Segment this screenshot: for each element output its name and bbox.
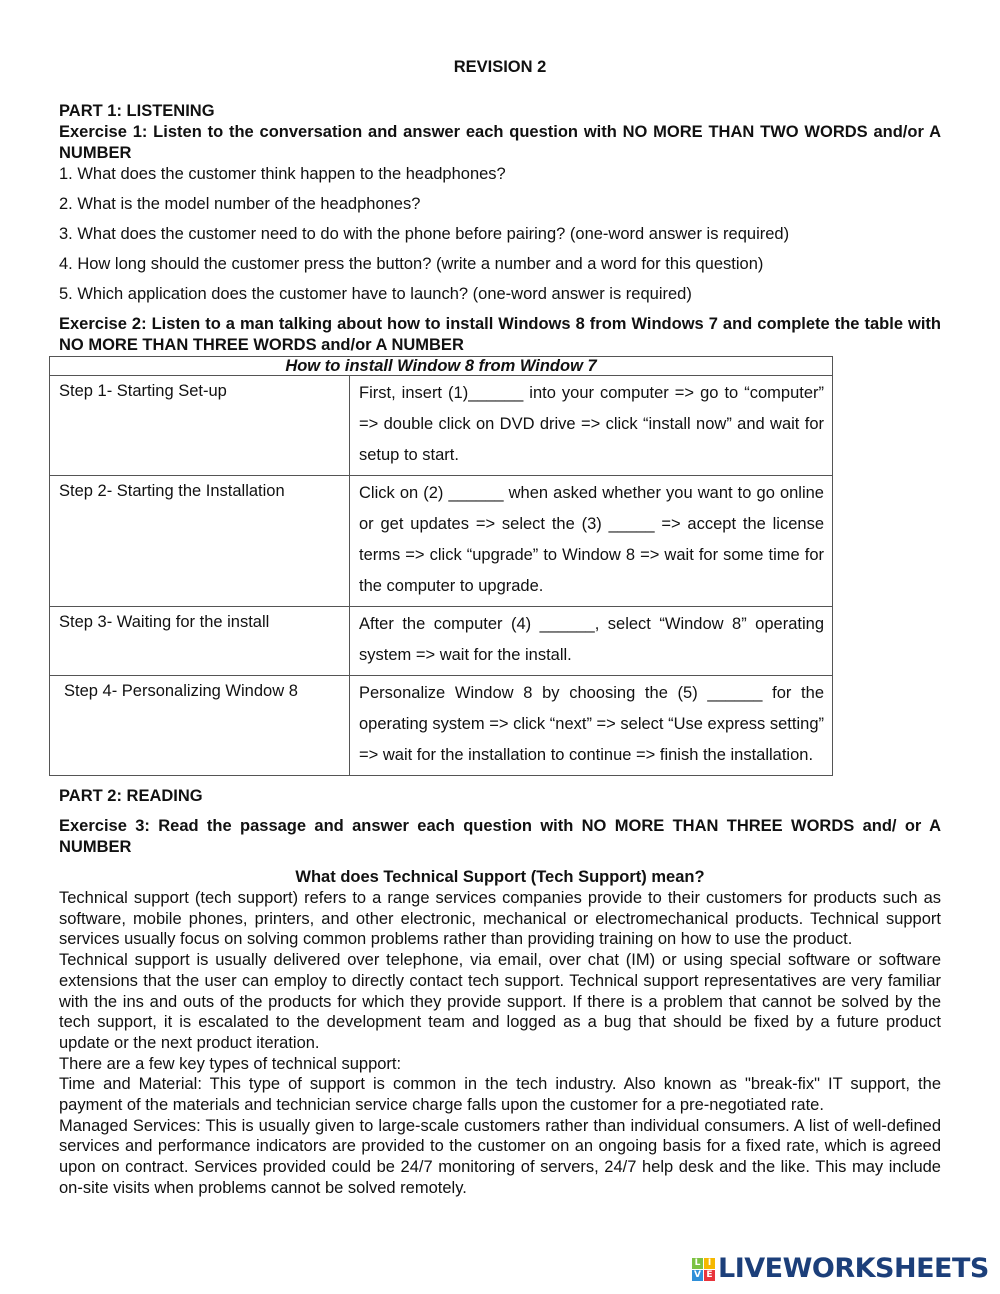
passage-paragraph: Technical support (tech support) refers to a range services companies provide to their customers for products such as software, mobile phones, printers, and other electronic, mechanical or electromechanical products. Technical support services usually focus on solving common problems rather than providing training on how to use the product. xyxy=(59,889,941,949)
passage-paragraph: Technical support is usually delivered over telephone, via email, over chat (IM) or using special software or software extensions that the user can employ to directly contact tech support. Technical support representatives are very familiar with the ins and outs of the products for which they provide support. If there is a problem that cannot be solved by the tech support, it is escalated to the development team and logged as a bug that should be fixed by a future product update or the next product iteration. xyxy=(59,951,941,1052)
step-label: Step 2- Starting the Installation xyxy=(50,476,350,607)
exercise3-instruction: Exercise 3: Read the passage and answer each question with NO MORE THAN THREE WORDS and/ or A NUMBER xyxy=(59,817,941,856)
passage-paragraph: Time and Material: This type of support is common in the tech industry. Also known as "break-fix" IT support, the payment of the materials and technician service charge falls upon the customer for a pre-negotiated rate. xyxy=(59,1075,941,1115)
logo-block-i: I xyxy=(704,1258,715,1269)
table-row xyxy=(50,476,833,607)
question-5: 5. Which application does the customer have to launch? (one-word answer is required) xyxy=(59,285,692,303)
liveworksheets-logo xyxy=(692,1255,989,1283)
logo-block-l: L xyxy=(692,1258,703,1269)
spacer xyxy=(59,858,941,867)
question-3: 3. What does the customer need to do with the phone before pairing? (one-word answer is required) xyxy=(59,225,790,243)
step-description: After the computer (4) ______, select “Window 8” operating system => wait for the install. xyxy=(350,607,833,676)
document-title: REVISION 2 xyxy=(453,58,547,76)
step-description: Personalize Window 8 by choosing the (5) ______ for the operating system => click “next” => select “Use express setting” => wait for the installation to continue => finish the installation. xyxy=(350,676,833,776)
install-steps-table xyxy=(49,356,833,776)
logo-block-e: E xyxy=(704,1270,715,1281)
worksheet-page xyxy=(59,58,941,1199)
passage-paragraph: There are a few key types of technical support: xyxy=(59,1054,402,1073)
step-description: First, insert (1)______ into your computer => go to “computer” => double click on DVD drive => click “install now” and wait for setup to start. xyxy=(350,376,833,476)
passage-paragraph: Managed Services: This is usually given to large-scale customers rather than individual consumers. A list of well-defined services and performance indicators are provided to the customer on an ongoing basis for a fixed rate, which is agreed upon on contract. Services provided could be 24/7 monitoring of servers, 24/7 help desk and the like. This may include on-site visits when problems cannot be solved remotely. xyxy=(59,1116,941,1197)
step-description: Click on (2) ______ when asked whether you want to go online or get updates => select the (3) _____ => accept the license terms => click “upgrade” to Window 8 => wait for some time for the computer to upgrade. xyxy=(350,476,833,607)
logo-block-v: V xyxy=(692,1270,703,1281)
logo-blocks-icon xyxy=(692,1258,715,1281)
part1-heading: PART 1: LISTENING xyxy=(59,102,215,120)
logo-text: LIVEWORKSHEETS xyxy=(718,1253,989,1284)
step-label: Step 1- Starting Set-up xyxy=(50,376,350,476)
step-label: Step 4- Personalizing Window 8 xyxy=(50,676,350,776)
table-row xyxy=(50,607,833,676)
part2-heading: PART 2: READING xyxy=(59,787,203,805)
exercise1-instruction: Exercise 1: Listen to the conversation and answer each question with NO MORE THAN TWO WORDS and/or A NUMBER xyxy=(59,123,941,162)
exercise2-instruction: Exercise 2: Listen to a man talking about how to install Windows 8 from Windows 7 and complete the table with NO MORE THAN THREE WORDS and/or A NUMBER xyxy=(59,315,941,354)
table-row xyxy=(50,676,833,776)
spacer xyxy=(59,807,941,816)
question-2: 2. What is the model number of the headphones? xyxy=(59,195,421,213)
table-row xyxy=(50,376,833,476)
step-label: Step 3- Waiting for the install xyxy=(50,607,350,676)
passage-title: What does Technical Support (Tech Support) mean? xyxy=(295,868,705,886)
table-header: How to install Window 8 from Window 7 xyxy=(50,357,833,376)
question-1: 1. What does the customer think happen to the headphones? xyxy=(59,165,506,183)
question-4: 4. How long should the customer press the button? (write a number and a word for this question) xyxy=(59,255,764,273)
